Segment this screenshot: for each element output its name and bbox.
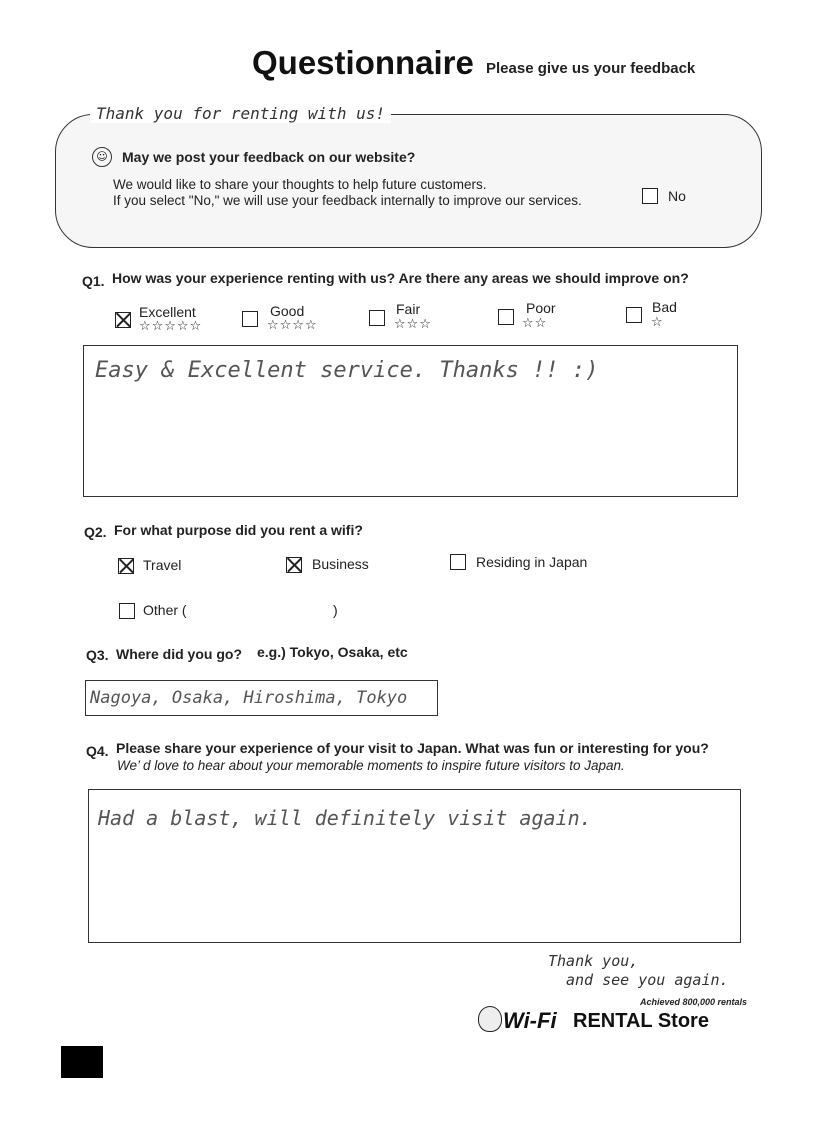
q1-excellent-checkbox[interactable]	[115, 312, 131, 328]
page-subtitle: Please give us your feedback	[486, 60, 696, 77]
q4-number: Q4.	[86, 743, 109, 759]
q3-number: Q3.	[86, 647, 109, 663]
q1-poor-label: Poor	[526, 300, 556, 316]
q2-other-checkbox[interactable]	[119, 603, 135, 619]
thanks-line2: and see you again.	[566, 971, 729, 989]
q1-bad-stars-icon: ☆	[651, 315, 664, 330]
q1-good-label: Good	[270, 303, 305, 319]
q2-business-checkbox[interactable]	[286, 557, 302, 573]
thanks-line1: Thank you,	[548, 952, 639, 970]
q1-excellent-stars-icon: ☆☆☆☆☆	[139, 319, 203, 334]
logo-wifi: Wi-Fi	[503, 1008, 557, 1033]
q2-travel-label: Travel	[143, 557, 182, 573]
no-label: No	[668, 188, 686, 204]
q1-good-checkbox[interactable]	[242, 311, 258, 327]
q1-fair-stars-icon: ☆☆☆	[394, 317, 432, 332]
q1-bad-label: Bad	[652, 299, 677, 315]
q1-fair-label: Fair	[396, 301, 421, 317]
intro-line1: We would like to share your thoughts to help future customers.	[113, 177, 487, 192]
q1-answer-text: Easy & Excellent service. Thanks !! :)	[95, 358, 599, 383]
q2-number: Q2.	[84, 524, 107, 540]
q1-bad-checkbox[interactable]	[626, 307, 642, 323]
q1-number: Q1.	[82, 273, 105, 289]
q2-residing-checkbox[interactable]	[450, 554, 466, 570]
q3-example: e.g.) Tokyo, Osaka, etc	[257, 644, 408, 660]
logo-rental-store: RENTAL Store	[573, 1010, 709, 1032]
q4-subtext: We’ d love to hear about your memorable moments to inspire future visitors to Japan.	[117, 758, 625, 773]
q4-answer-text: Had a blast, will definitely visit again.	[98, 806, 592, 830]
q2-other-label: Other (	[143, 602, 187, 618]
q1-excellent-label: Excellent	[139, 304, 196, 320]
intro-handwritten-heading: Thank you for renting with us!	[90, 104, 391, 123]
black-mark	[61, 1046, 103, 1078]
achieved-note: Achieved 800,000 rentals	[640, 997, 748, 1007]
intro-line2: If you select "No," we will use your feedback internally to improve our services.	[113, 193, 582, 208]
page-title: Questionnaire	[252, 44, 474, 81]
q1-good-stars-icon: ☆☆☆☆	[267, 318, 318, 333]
q1-poor-checkbox[interactable]	[498, 309, 514, 325]
q2-residing-label: Residing in Japan	[476, 554, 588, 570]
q2-other-close-paren: )	[333, 602, 338, 618]
q1-poor-stars-icon: ☆☆	[522, 316, 548, 331]
q1-fair-checkbox[interactable]	[369, 310, 385, 326]
q1-text: How was your experience renting with us? Are there any areas we should improve on?	[112, 270, 689, 286]
q2-travel-checkbox[interactable]	[118, 558, 134, 574]
no-checkbox[interactable]	[642, 188, 658, 204]
q3-text: Where did you go?	[116, 646, 242, 662]
smile-icon: ☺	[92, 147, 112, 167]
intro-question: May we post your feedback on our website?	[122, 149, 416, 165]
q2-text: For what purpose did you rent a wifi?	[114, 522, 363, 538]
q2-business-label: Business	[312, 556, 369, 572]
mascot-icon	[478, 1006, 502, 1032]
q4-text: Please share your experience of your visit to Japan. What was fun or interesting for you?	[116, 740, 709, 756]
q3-answer-text: Nagoya, Osaka, Hiroshima, Tokyo	[90, 688, 408, 708]
